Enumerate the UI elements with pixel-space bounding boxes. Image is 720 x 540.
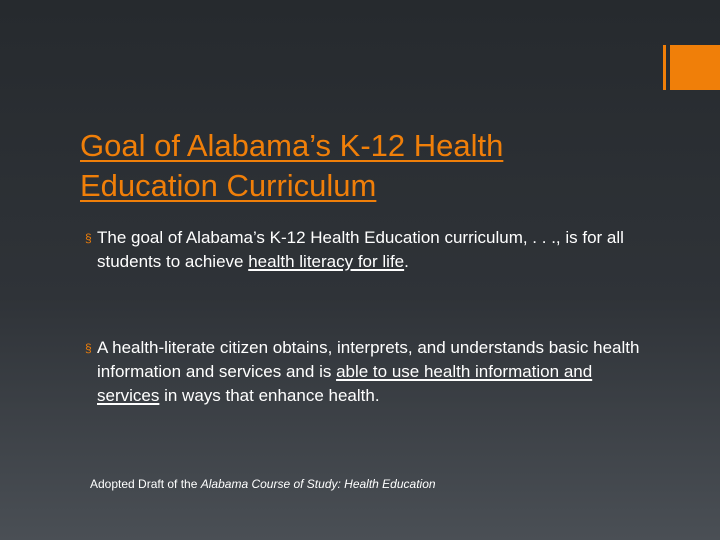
bullet-item-citizen: [85, 336, 645, 408]
bullet-emphasis: health literacy for life: [248, 252, 405, 271]
bullet-emphasis: able to use health information and services: [97, 362, 593, 405]
bullet-text-end: in ways that enhance health.: [159, 386, 380, 405]
accent-bar-thin: [663, 45, 666, 90]
citation-prefix: Adopted Draft of the: [90, 477, 201, 491]
slide-title: Goal of Alabama’s K-12 Health Education Curriculum: [80, 128, 504, 203]
bullet-text: The goal of Alabama’s K-12 Health Education curriculum, . . ., is for all students to achieve: [97, 228, 624, 271]
bullet-text: A health-literate citizen obtains, interprets, and understands basic health information and services and is: [97, 338, 640, 381]
bullet-marker-icon: §: [85, 231, 92, 245]
bullet-list: [85, 226, 645, 408]
bullet-marker-icon: §: [85, 341, 92, 355]
accent-bar-thick: [670, 45, 720, 90]
bullet-text-end: .: [404, 252, 409, 271]
citation: [90, 477, 436, 491]
citation-title: Alabama Course of Study: Health Education: [200, 477, 436, 491]
bullet-item-goal: [85, 226, 645, 274]
